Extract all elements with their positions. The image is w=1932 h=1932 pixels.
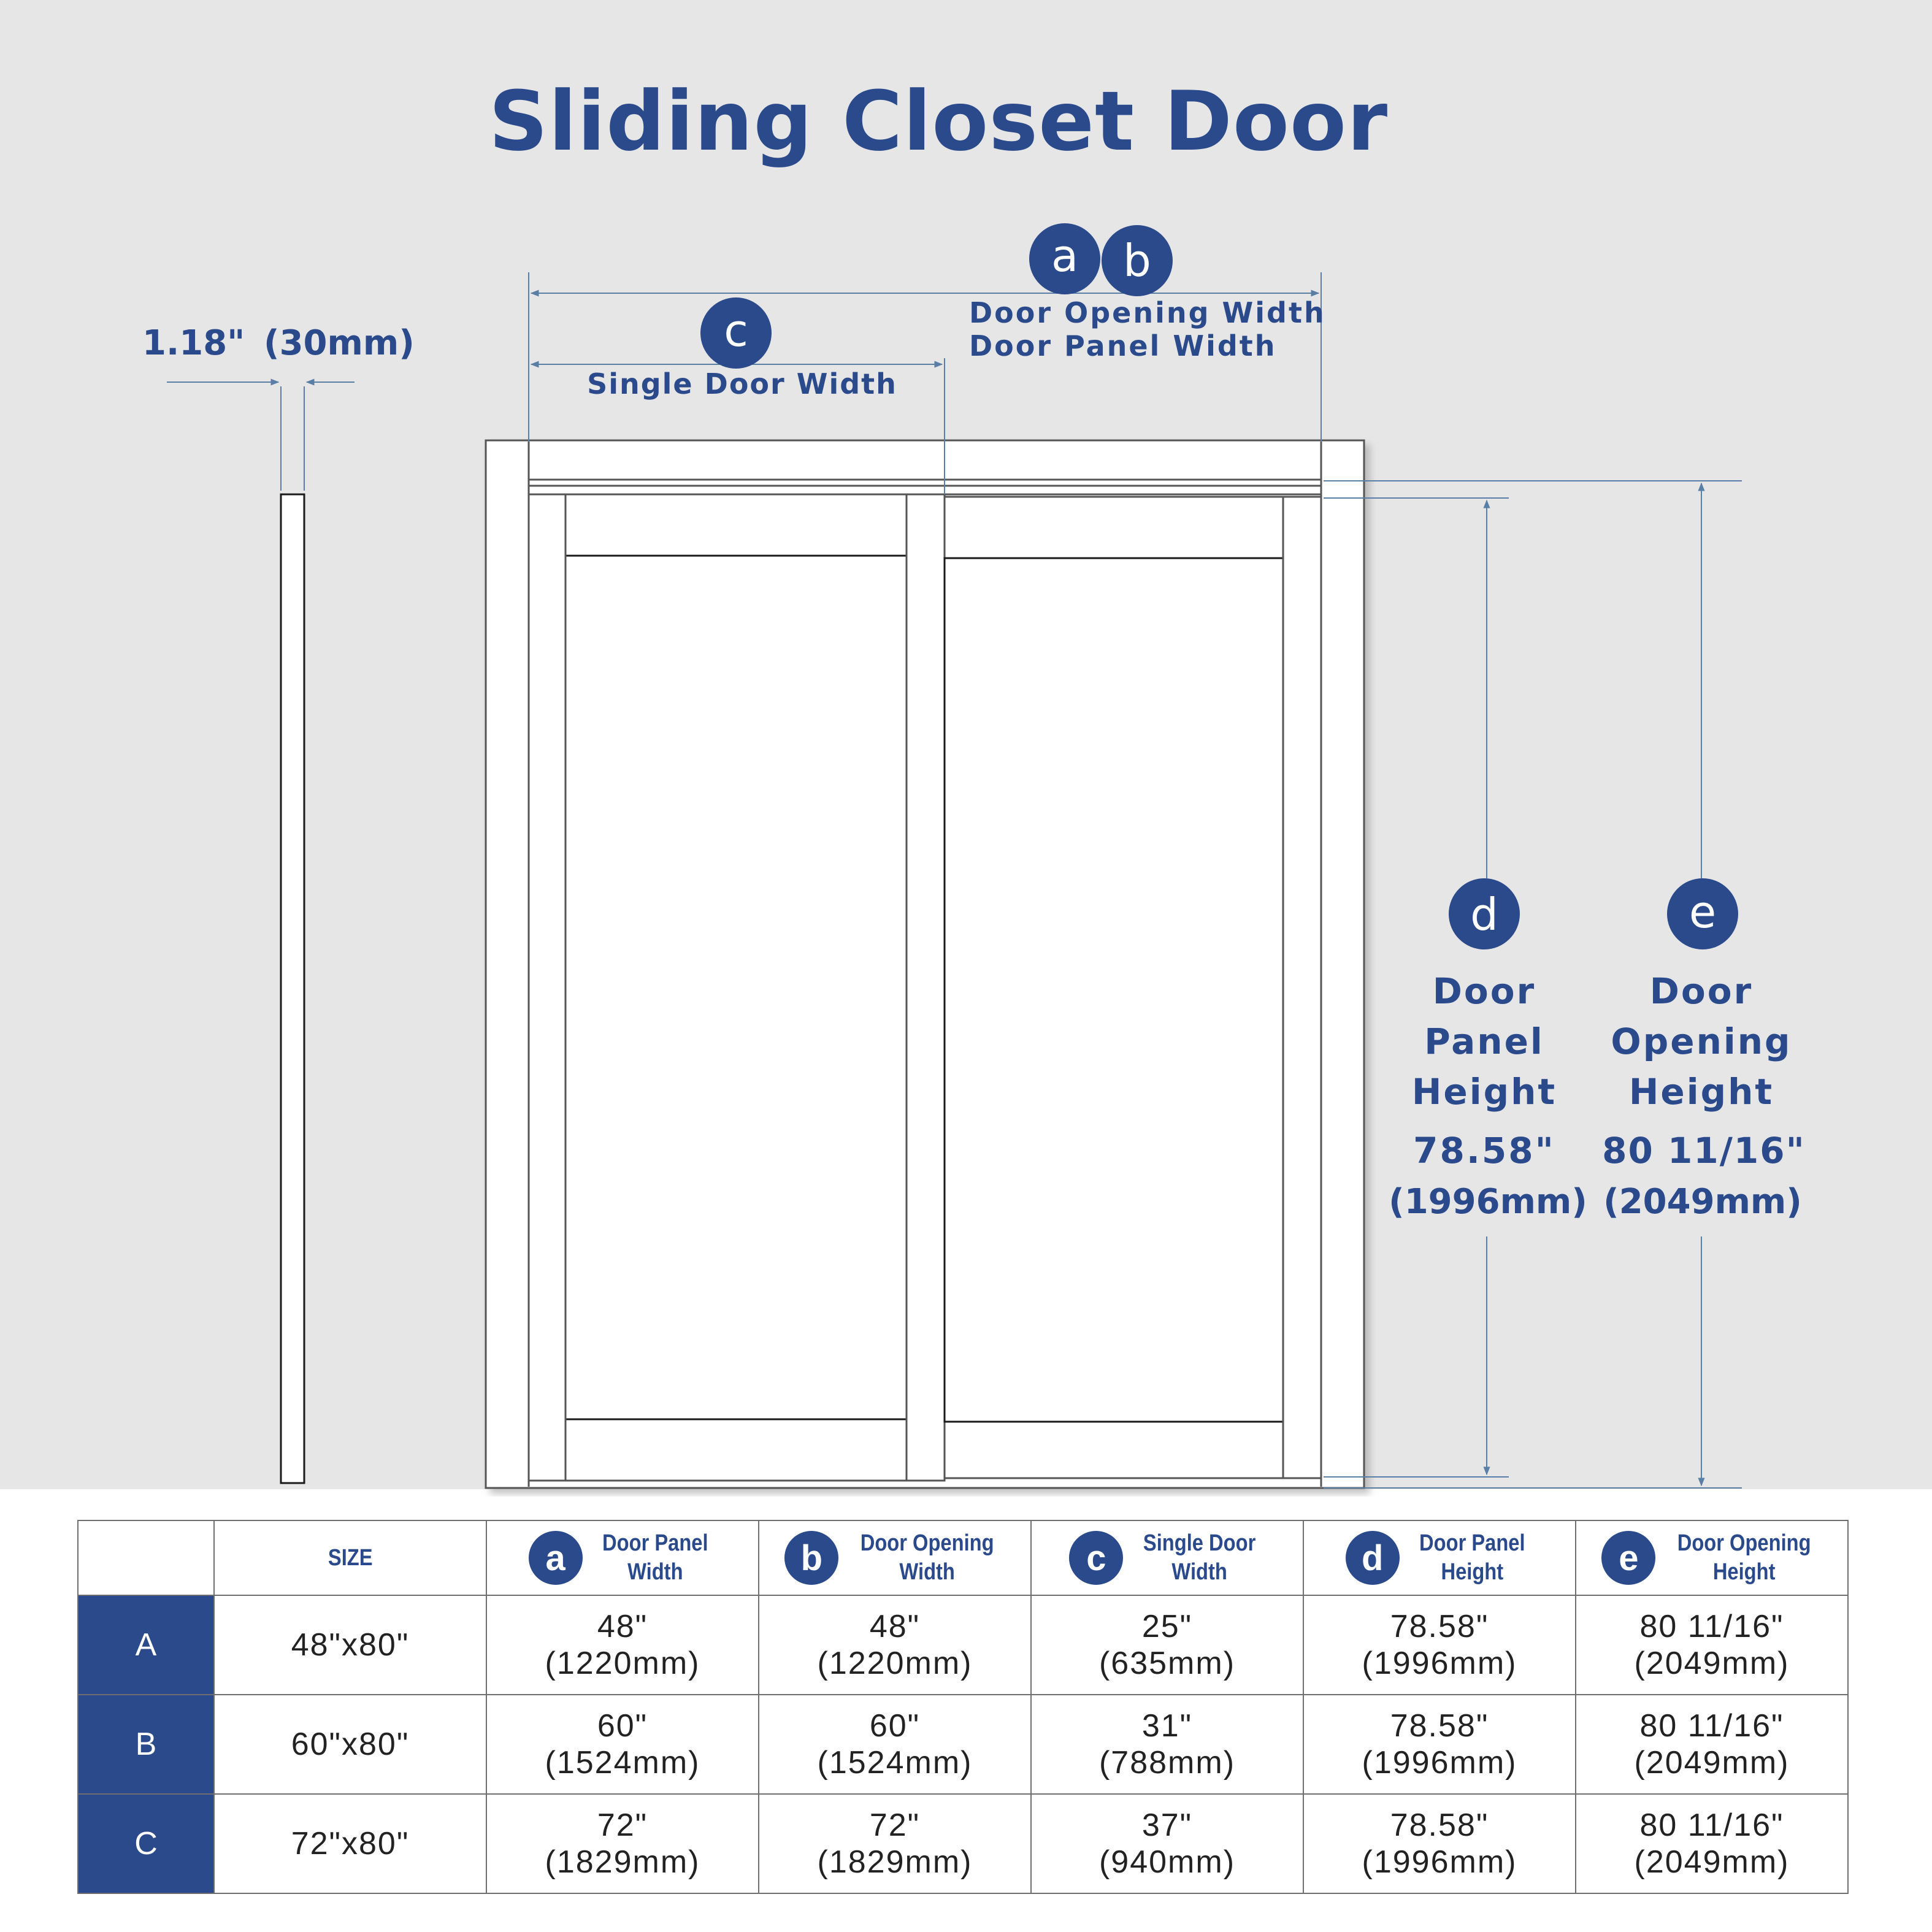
panel-height-line-2: Panel [1424, 1021, 1544, 1062]
badge-e [1667, 878, 1738, 949]
header-panel-width [486, 1520, 759, 1595]
badge-d-label: d [1470, 889, 1498, 940]
opening-height-line-2: Opening [1611, 1021, 1792, 1062]
row-label-c: C [78, 1794, 214, 1893]
header-single-width [1031, 1520, 1303, 1595]
opening-height-line-1: Door [1649, 970, 1754, 1012]
opening-height-value: 80 11/16" [1602, 1130, 1806, 1171]
opening-height-text [1602, 970, 1806, 1222]
opening-height-cell: 80 11/16" (2049mm) [1576, 1695, 1848, 1794]
header-size-label: SIZE [328, 1544, 373, 1571]
header-badge-e: e [1601, 1531, 1655, 1585]
opening-height-mm: (2049mm) [1603, 1182, 1802, 1222]
row-size-cell: 60"x80" [214, 1695, 486, 1794]
thickness-dimension [167, 382, 355, 491]
left-door-panel [529, 494, 945, 1481]
row-label-a: A [78, 1595, 214, 1695]
table-row [78, 1794, 1848, 1893]
badge-c-label: c [724, 305, 748, 356]
panel-width-cell: 48" (1220mm) [486, 1595, 759, 1695]
size-spec-table [77, 1520, 1849, 1894]
badge-b [1102, 225, 1173, 296]
panel-height-cell: 78.58" (1996mm) [1303, 1794, 1576, 1893]
table-row [78, 1595, 1848, 1695]
header-badge-d: d [1346, 1531, 1400, 1585]
panel-width-label: Door Panel Width [969, 329, 1277, 362]
row-size-cell: 72"x80" [214, 1794, 486, 1893]
opening-height-line-3: Height [1628, 1071, 1774, 1113]
header-badge-c: c [1069, 1531, 1123, 1585]
badge-e-label: e [1689, 886, 1717, 938]
row-label-b: B [78, 1695, 214, 1794]
opening-width-label: Door Opening Width [969, 296, 1326, 329]
single-width-cell: 31" (788mm) [1031, 1695, 1303, 1794]
opening-height-cell: 80 11/16" (2049mm) [1576, 1595, 1848, 1695]
table-corner-cell [78, 1520, 214, 1595]
row-size-cell: 48"x80" [214, 1595, 486, 1695]
badge-c [700, 297, 772, 369]
badge-a-label: a [1051, 230, 1079, 282]
panel-height-line-3: Height [1411, 1071, 1557, 1113]
table-header-row [78, 1520, 1848, 1595]
header-opening-width [759, 1520, 1031, 1595]
header-label-b: Door Opening Width [861, 1530, 994, 1585]
single-width-label: Single Door Width [587, 367, 897, 401]
opening-width-cell: 72" (1829mm) [759, 1794, 1031, 1893]
header-badge-b: b [784, 1531, 838, 1585]
header-label-c: Single Door Width [1143, 1530, 1256, 1585]
opening-width-cell: 60" (1524mm) [759, 1695, 1031, 1794]
header-panel-height [1303, 1520, 1576, 1595]
panel-height-value: 78.58" [1413, 1130, 1555, 1171]
header-opening-height [1576, 1520, 1848, 1595]
right-door-panel [945, 497, 1321, 1478]
badge-d [1449, 878, 1520, 949]
panel-width-cell: 60" (1524mm) [486, 1695, 759, 1794]
opening-width-cell: 48" (1220mm) [759, 1595, 1031, 1695]
header-label-a: Door Panel Width [602, 1530, 708, 1585]
panel-height-mm: (1996mm) [1389, 1182, 1587, 1222]
opening-height-cell: 80 11/16" (2049mm) [1576, 1794, 1848, 1893]
thickness-mm: (30mm) [264, 323, 415, 363]
badge-b-label: b [1123, 235, 1151, 286]
table-row [78, 1695, 1848, 1794]
door-side-profile [281, 494, 304, 1483]
panel-height-cell: 78.58" (1996mm) [1303, 1595, 1576, 1695]
page-title: Sliding Closet Door [488, 74, 1389, 169]
single-width-cell: 25" (635mm) [1031, 1595, 1303, 1695]
header-label-d: Door Panel Height [1419, 1530, 1525, 1585]
panel-height-text [1389, 970, 1587, 1222]
single-width-cell: 37" (940mm) [1031, 1794, 1303, 1893]
panel-width-cell: 72" (1829mm) [486, 1794, 759, 1893]
panel-height-cell: 78.58" (1996mm) [1303, 1695, 1576, 1794]
header-label-e: Door Opening Height [1677, 1530, 1811, 1585]
header-size [214, 1520, 486, 1595]
header-badge-a: a [529, 1531, 583, 1585]
panel-height-line-1: Door [1432, 970, 1536, 1012]
badge-a [1029, 223, 1100, 294]
thickness-inch: 1.18" [142, 323, 245, 363]
